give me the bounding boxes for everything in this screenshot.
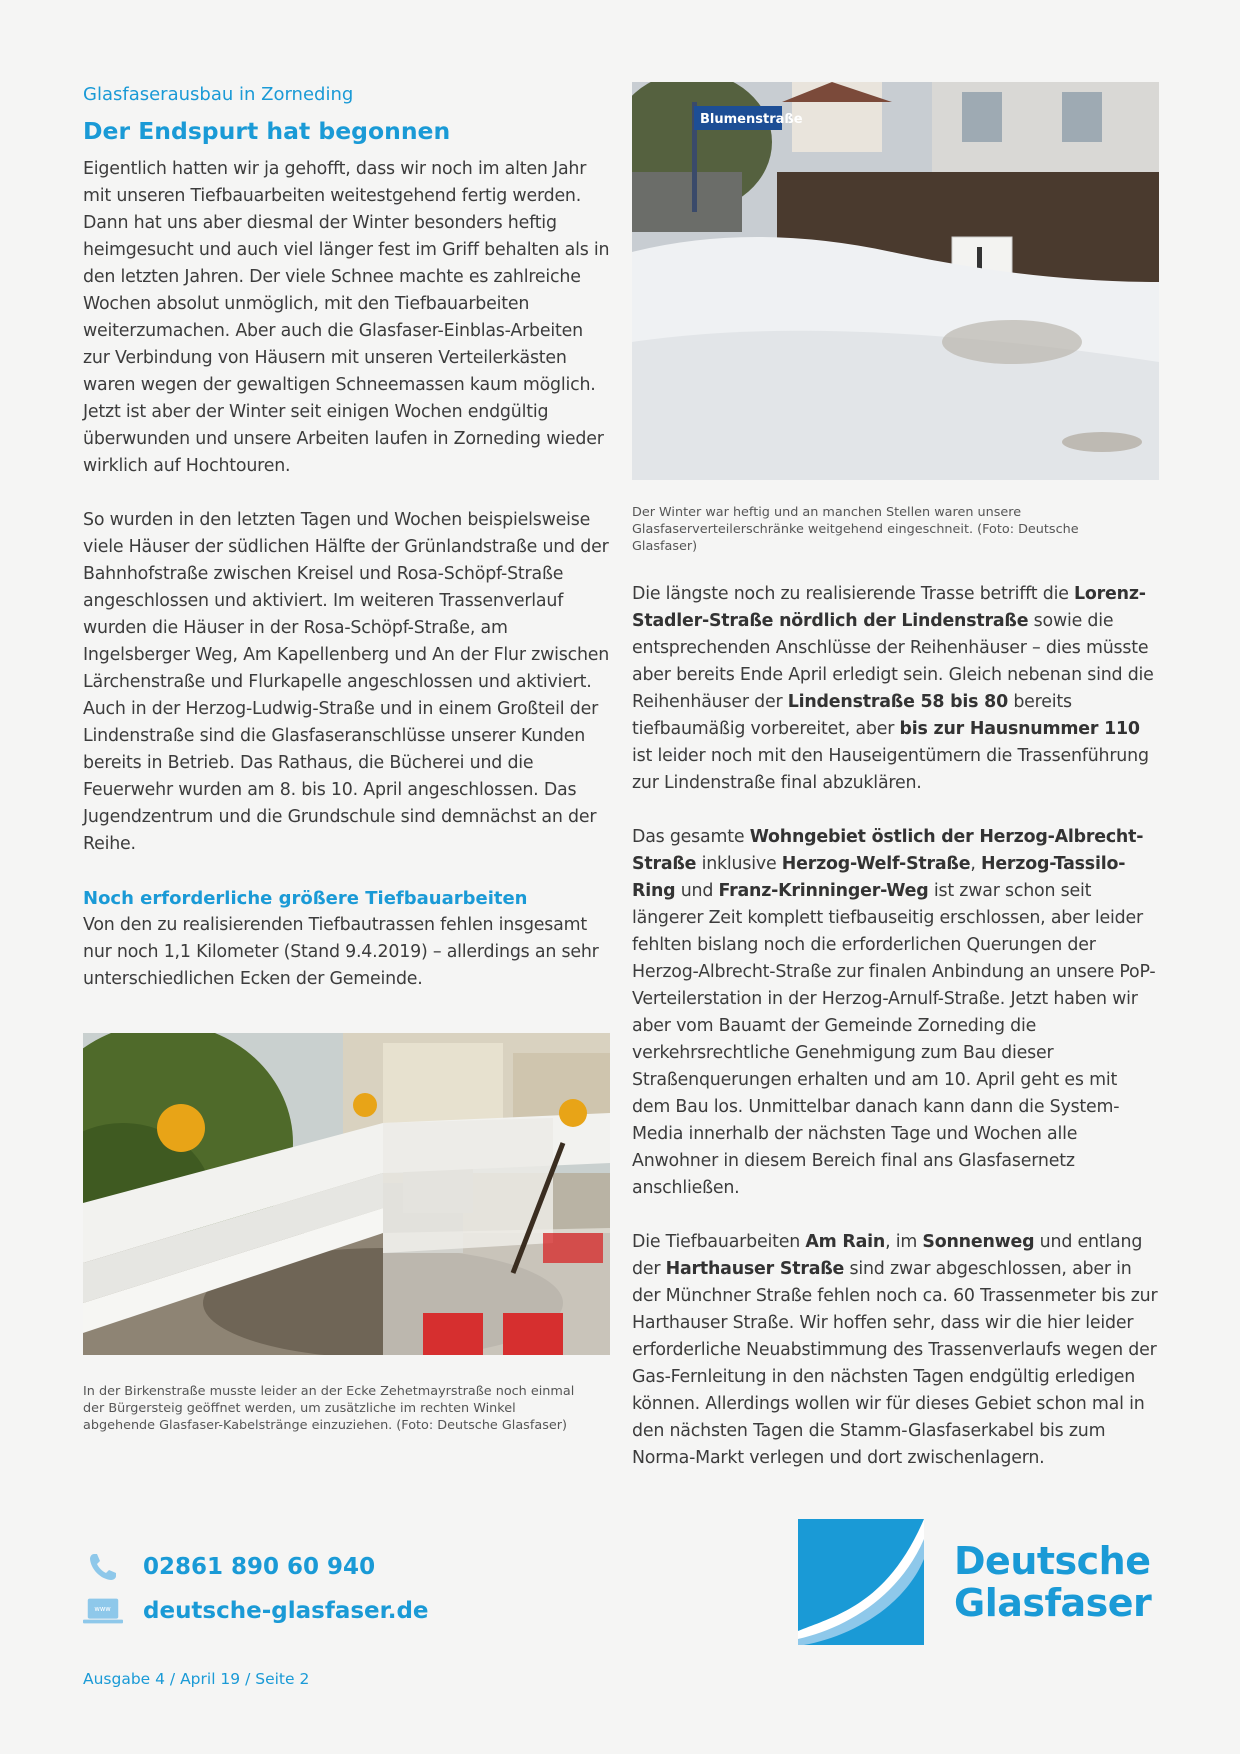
logo-line-2: Glasfaser (954, 1581, 1152, 1625)
logo-wordmark (954, 1540, 1151, 1624)
section-subhead: Noch erforderliche größere Tiefbauarbeiten (83, 888, 528, 909)
logo-line-1: Deutsche (954, 1539, 1151, 1583)
phone-icon (83, 1551, 123, 1583)
phone-number[interactable]: 02861 890 60 940 (143, 1554, 376, 1580)
article-headline: Der Endspurt hat begonnen (83, 117, 451, 145)
phone-row[interactable] (83, 1545, 503, 1589)
left-column (83, 82, 613, 1434)
paragraph-progress: So wurden in den letzten Tagen und Wochen beispielsweise viele Häuser der südlichen Hälfte der Grünlandstraße und der Bahnhofstraße zwischen Kreisel und Rosa-Schöpf-Straße angeschlossen und aktiviert. Im weiteren Trassenverlauf wurden die Häuser in der Rosa-Schöpf-Straße, am Ingelsberger Weg, Am Kapellenberg und An der Flur zwischen Lärchenstraße und Flurkapelle angeschlossen und aktiviert. Auch in der Herzog-Ludwig-Straße und in einem Großteil der Lindenstraße sind die Glasfaseranschlüsse unserer Kunden bereits in Betrieb. Das Rathaus, die Bücherei und die Feuerwehr wurden am 8. bis 10. April angeschlossen. Das Jugendzentrum und die Grundschule sind demnächst an der Reihe. (83, 510, 610, 854)
snow-cabinet-photo (632, 82, 1159, 480)
paragraph-am-rain: Die Tiefbauarbeiten Am Rain, im Sonnenweg und entlang der Harthauser Straße sind zwar abgeschlossen, aber in der Münchner Straße fehlen noch ca. 60 Trassenmeter bis zur Harthauser Straße. Wir hoffen sehr, dass wir die hier leider erforderliche Neuabstimmung des Trassenverlaufs wegen der Gas-Fernleitung in den nächsten Tagen endgültig erledigen können. Allerdings wollen wir für dieses Gebiet schon mal in den nächsten Tagen die Stamm-Glasfaserkabel bis zum Norma-Markt verlegen und dort zwischenlagern. (632, 1232, 1158, 1468)
paragraph-lorenz-stadler: Die längste noch zu realisierende Trasse betrifft die Lorenz-Stadler-Straße nördlich der Lindenstraße sowie die entsprechenden Anschlüsse der Reihenhäuser – dies müsste aber bereits Ende April erledigt sein. Gleich nebenan sind die Reihenhäuser der Lindenstraße 58 bis 80 bereits tiefbaumäßig vorbereitet, aber bis zur Hausnummer 110 ist leider noch mit den Hauseigentümern die Trassenführung zur Lindenstraße final abzuklären. (632, 584, 1154, 793)
laptop-icon (83, 1595, 123, 1627)
issue-info: Ausgabe 4 / April 19 / Seite 2 (83, 1670, 310, 1688)
street-sign-text: Blumenstraße (700, 112, 803, 127)
footer-contact (83, 1545, 503, 1633)
deutsche-glasfaser-logo (798, 1518, 1160, 1646)
paragraph-intro: Eigentlich hatten wir ja gehofft, dass wir noch im alten Jahr mit unseren Tiefbauarbeiten weitestgehend fertig werden. Dann hat uns aber diesmal der Winter besonders heftig heimgesucht und auch viel länger fest im Griff behalten als in den letzten Jahren. Der viele Schnee machte es zahlreiche Wochen absolut unmöglich, mit den Tiefbauarbeiten weiterzumachen. Aber auch die Glasfaser-Einblas-Arbeiten zur Verbindung von Häusern mit unseren Verteilerkästen waren wegen der gewaltigen Schneemassen kaum möglich. Jetzt ist aber der Winter seit einigen Wochen endgültig überwunden und unsere Arbeiten laufen in Zorneding wieder wirklich auf Hochtouren. (83, 159, 610, 476)
article-kicker: Glasfaserausbau in Zorneding (83, 84, 354, 105)
laptop-icon-label: www (94, 1605, 111, 1613)
website-row[interactable] (83, 1589, 503, 1633)
paragraph-herzog-albrecht: Das gesamte Wohngebiet östlich der Herzog-Albrecht-Straße inklusive Herzog-Welf-Straße, Herzog-Tassilo-Ring und Franz-Krinninger-Weg ist zwar schon seit längerer Zeit komplett tiefbauseitig erschlossen, aber leider fehlten bislang noch die erforderlichen Querungen der Herzog-Albrecht-Straße zur finalen Anbindung an unsere PoP-Verteilerstation in der Herzog-Arnulf-Straße. Jetzt haben wir aber vom Bauamt der Gemeinde Zorneding die verkehrsrechtliche Genehmigung zum Bau dieser Straßenquerungen erhalten und am 10. April geht es mit dem Bau los. Unmittelbar danach kann dann die System-Media innerhalb der nächsten Tage und Wochen alle Anwohner in diesem Bereich final ans Glasfasernetz anschließen. (632, 827, 1156, 1198)
right-column (632, 82, 1159, 1472)
website-link[interactable]: deutsche-glasfaser.de (143, 1598, 429, 1624)
construction-photo-caption: In der Birkenstraße musste leider an der Ecke Zehetmayrstraße noch einmal der Bürgersteig geöffnet werden, um zusätzliche im rechten Winkel abgehende Glasfaser-Kabelstränge einzuziehen. (Foto: Deutsche Glasfaser) (83, 1384, 575, 1433)
snow-photo-caption: Der Winter war heftig und an manchen Stellen waren unsere Glasfaserverteilerschränke weitgehend eingeschneit. (Foto: Deutsche Glasfaser) (632, 505, 1079, 554)
construction-site-photo (83, 1033, 610, 1355)
paragraph-remaining: Von den zu realisierenden Tiefbautrassen fehlen insgesamt nur noch 1,1 Kilometer (Stand 9.4.2019) – allerdings an sehr unterschiedlichen Ecken der Gemeinde. (83, 915, 599, 989)
logo-mark-icon (798, 1519, 924, 1645)
construction-site-illustration (83, 1033, 610, 1355)
snow-scene-illustration (632, 82, 1159, 480)
